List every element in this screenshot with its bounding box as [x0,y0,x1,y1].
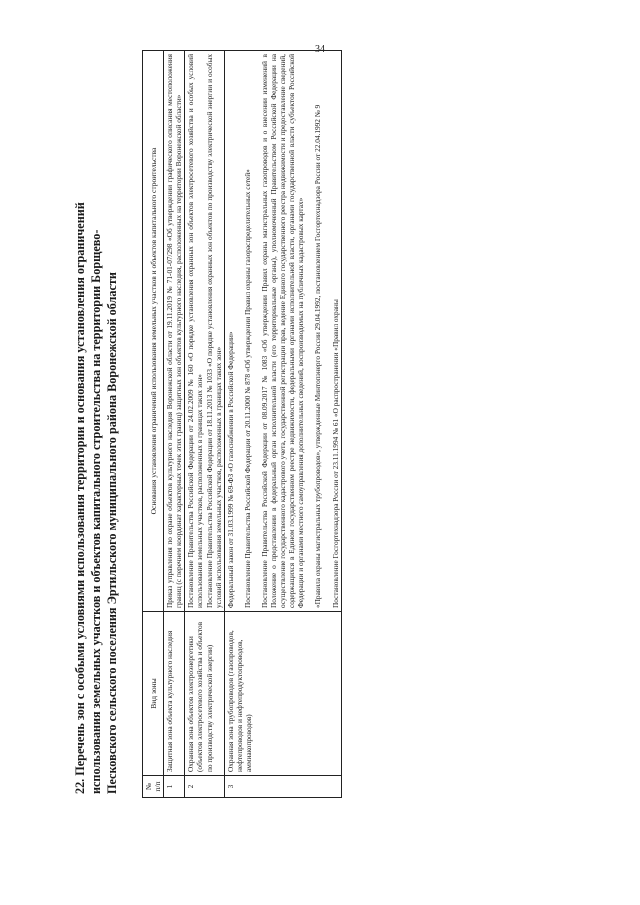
row-number: 1 [164,776,185,798]
table-row [164,51,185,798]
basis-item: «Правила охраны магистральных трубопроводов», утвержденные Минтопэнерго России 29.04.1992, постановлением Госгортехнадзора России от 22.04.1992 № 9 [313,104,323,608]
basis-item: Постановление Правительства Российской Федерации от 20.11.2000 № 878 «Об утверждении Правил охраны газораспределительных сетей» [242,169,252,608]
zone-type: Охранная зона трубопроводов (газопроводов, нефтепроводов и нефтепродуктопроводов, аммиакопроводов) [224,612,341,776]
zone-type: Охранная зона объектов электроэнергетики (объектов электросетевого хозяйства и объектов по производству электрической энергии) [185,612,224,776]
basis-item: Постановление Правительства Российской Федерации от 24.02.2009 № 160 «О порядке установления охранных зон объектов электросетевого хозяйства и особых условий использования земельных участков, расположенных в границах таких зон» [186,54,205,608]
zones-table [142,50,342,798]
table-row [224,51,341,798]
page-number: 34 [315,44,325,55]
header-zone-type: Вид зоны [143,612,164,776]
basis-item: Постановление Правительства Российской Федерации от 18.11.2013 № 1033 «О порядке установления охранных зон объектов по производству электрической энергии и особых условий использования земельных участков, расположенных в границах таких зон» [204,54,223,608]
basis-cell [164,51,185,612]
basis-item: Постановление Госгортехнадзора России от 23.11.1994 № 61 «О распространении «Правил охраны [330,299,340,608]
basis-cell [224,51,341,612]
table-row [185,51,224,798]
heading-line-2: использования земельных участков и объектов капитального строительства на территории Борщево- [89,229,103,794]
basis-cell [185,51,224,612]
table-header-row [143,51,164,798]
basis-item: Приказ управления по охране объектов культурного наследия Воронежской области от 19.11.2019 № 71-01-07/298 «Об утверждении графического описания местоположения границ (с перечнем координат характерных точек этих границ) защитных зон объектов культурного наследия, расположенных на территории Воронежской области» [165,54,184,608]
header-num: № п/п [143,776,164,798]
rotated-page-content [72,50,584,798]
zone-type: Защитная зона объекта культурного наследия [164,612,185,776]
row-number: 2 [185,776,224,798]
header-basis: Основания установления ограничений использования земельных участков и объектов капитального строительства [143,51,164,612]
heading-line-1: 22. Перечень зон с особыми условиями использования территории и основания установления ограничений [73,202,87,794]
basis-item: Постановление Правительства Российской Федерации от 08.09.2017 № 1083 «Об утверждении Правил охраны магистральных газопроводов и о внесении изменений в Положение о представлении в федеральный орган исполнительной власти (его территориальные органы), уполномоченный Правительством Российской Федерации на осуществление государственного кадастрового учета, государственной регистрации прав, ведение Единого государственного реестра недвижимости и предоставление сведений, содержащихся в Едином государственном реестре недвижимости, федеральными органами исполнительной власти, органами государственной власти субъектов Российской Федерации и органами местного самоуправления дополнительных сведений, воспроизводимых на публичных кадастровых картах» [259,54,306,608]
page-heading [72,50,140,798]
basis-item: Федеральный закон от 31.03.1999 № 69-ФЗ «О газоснабжении в Российской Федерации» [225,331,235,608]
row-number: 3 [224,776,341,798]
heading-line-3: Песковского сельского поселения Эртильского муниципального района Воронежской области [105,272,119,794]
